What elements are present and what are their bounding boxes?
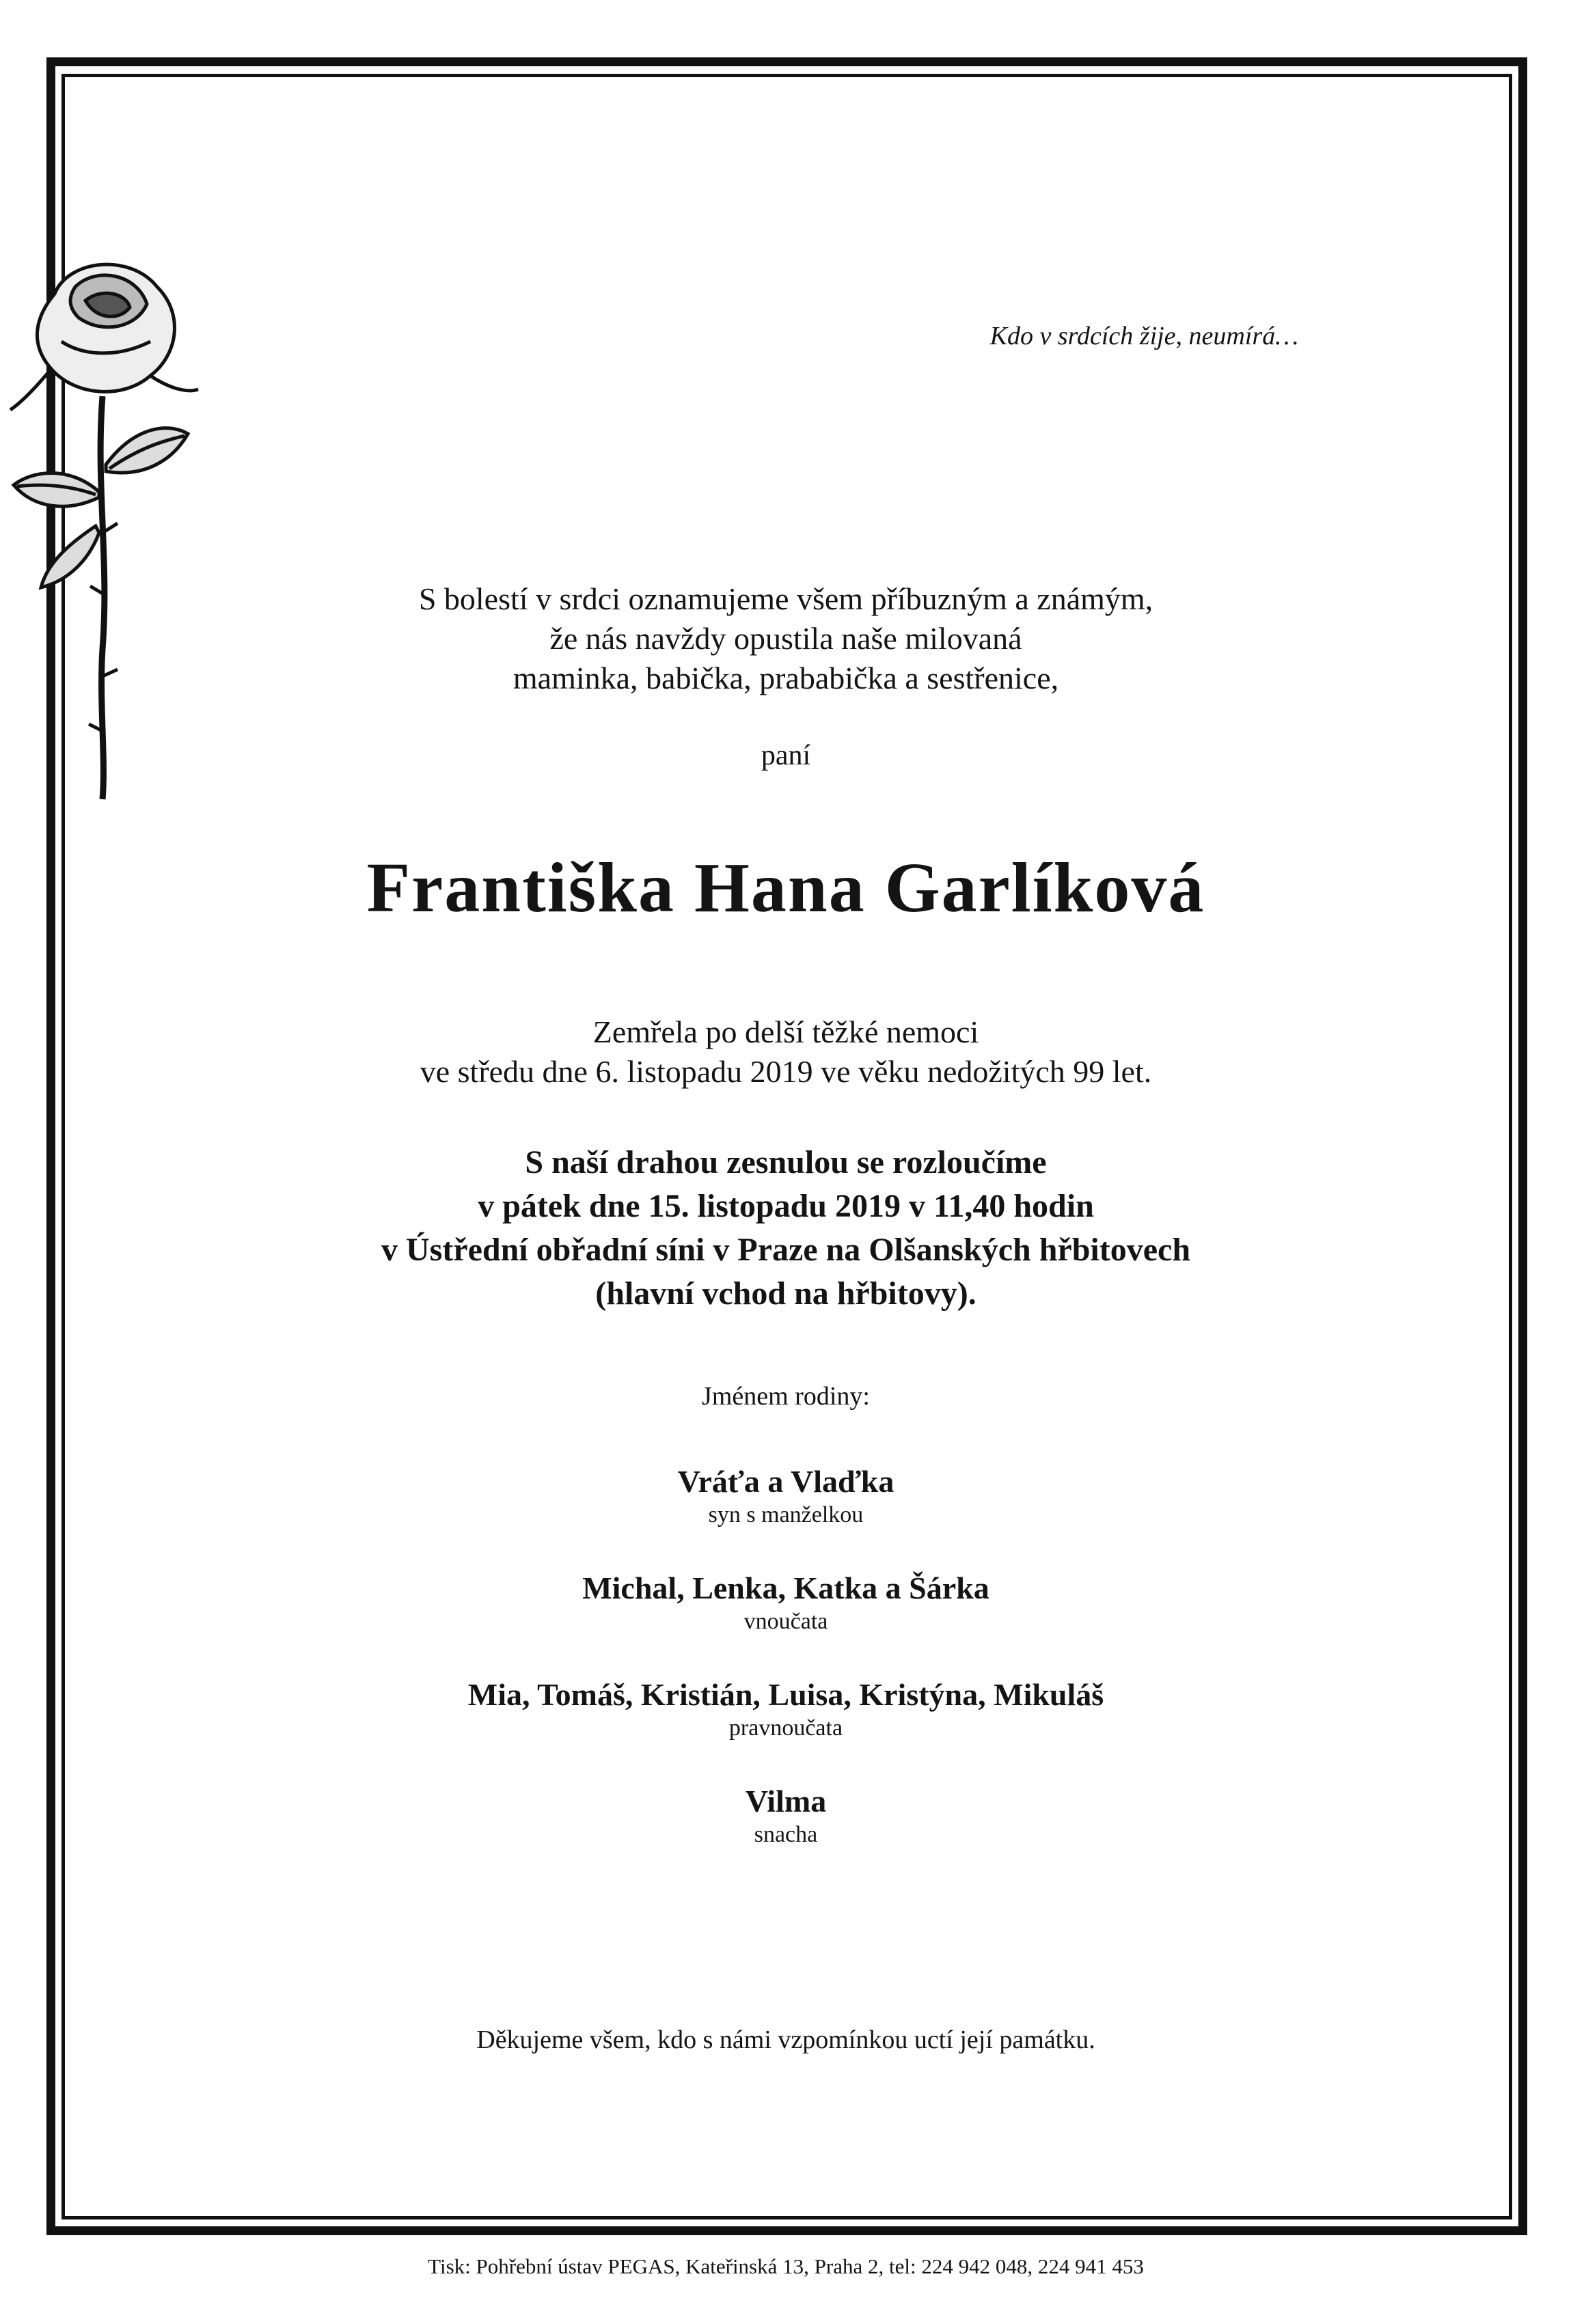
ceremony-line: v Ústřední obřadní síni v Praze na Olšanských hřbitovech xyxy=(381,1232,1191,1268)
death-line: Zemřela po delší těžké nemoci xyxy=(592,1014,979,1049)
family-member xyxy=(205,1675,1367,1742)
family-member-names: Mia, Tomáš, Kristián, Luisa, Kristýna, Mikuláš xyxy=(467,1677,1104,1712)
ceremony-line: S naší drahou zesnulou se rozloučíme xyxy=(525,1144,1047,1180)
family-member-relation: syn s manželkou xyxy=(708,1502,864,1527)
salutation: paní xyxy=(761,740,811,771)
ceremony-line: (hlavní vchod na hřbitovy). xyxy=(595,1275,976,1312)
thanks-line: Děkujeme všem, kdo s námi vzpomínkou uctí její památku. xyxy=(476,2025,1095,2054)
rose-icon xyxy=(0,239,205,806)
motto: Kdo v srdcích žije, neumírá… xyxy=(989,322,1298,350)
announcement-line: že nás navždy opustila naše milovaná xyxy=(549,621,1022,656)
family-member xyxy=(205,1462,1367,1529)
family-list xyxy=(205,1462,1367,1888)
family-member-relation: snacha xyxy=(754,1822,818,1847)
death-line: ve středu dne 6. listopadu 2019 ve věku nedožitých 99 let. xyxy=(420,1054,1152,1089)
family-member xyxy=(205,1568,1367,1635)
announcement xyxy=(205,579,1367,698)
printer-footer: Tisk: Pohřební ústav PEGAS, Kateřinská 13, Praha 2, tel: 224 942 048, 224 941 453 xyxy=(428,2254,1144,2278)
death-notice xyxy=(205,1012,1367,1092)
announcement-line: maminka, babička, prababička a sestřenice, xyxy=(513,661,1059,695)
announcement-line: S bolestí v srdci oznamujeme všem příbuzným a známým, xyxy=(418,581,1153,616)
ceremony-line: v pátek dne 15. listopadu 2019 v 11,40 hodin xyxy=(478,1188,1094,1224)
family-member-names: Michal, Lenka, Katka a Šárka xyxy=(582,1571,989,1605)
family-member xyxy=(205,1782,1367,1849)
family-member-relation: vnoučata xyxy=(743,1609,828,1634)
family-member-names: Vilma xyxy=(745,1784,827,1818)
family-label: Jménem rodiny: xyxy=(702,1382,870,1411)
ceremony-info xyxy=(205,1141,1367,1316)
deceased-name: Františka Hana Garlíková xyxy=(366,848,1205,927)
family-member-relation: pravnoučata xyxy=(728,1715,843,1741)
family-member-names: Vráťa a Vlaďka xyxy=(677,1464,894,1499)
